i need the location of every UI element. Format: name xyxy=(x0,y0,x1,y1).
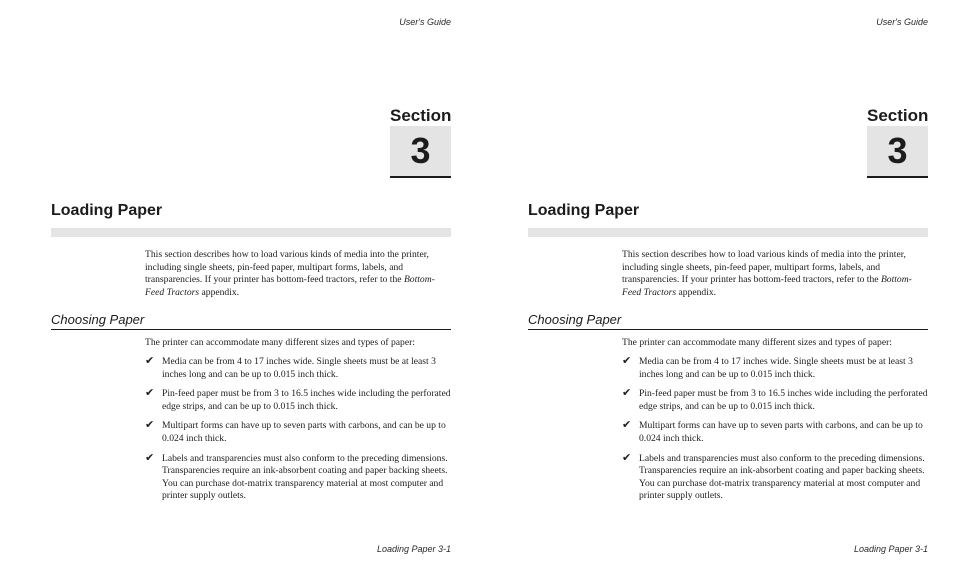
list-item-text: Labels and transparencies must also conform to the preceding dimensions. Transparencies require an ink-absorbent coating and paper backing sheets. You can purchase dot-matrix transparency material at most computer and printer supply outlets. xyxy=(639,452,925,502)
list-item-text: Media can be from 4 to 17 inches wide. Single sheets must be at least 3 inches long and can be up to 0.015 inch thick. xyxy=(639,356,913,380)
checkmark-icon: ✔ xyxy=(622,354,632,367)
title-rule-bar xyxy=(51,228,451,237)
intro-text: This section describes how to load various kinds of media into the printer, including single sheets, pin-feed paper, multipart forms, labels, and transparencies. If your printer has bottom-feed tractors, refer to the xyxy=(622,249,906,286)
intro-text-end: appendix. xyxy=(676,286,717,298)
page-right xyxy=(477,0,954,580)
running-header: User's Guide xyxy=(876,17,928,27)
list-item xyxy=(145,420,451,445)
intro-appendix-reference: Bottom-Feed Tractors xyxy=(622,274,912,298)
list-item-text: Media can be from 4 to 17 inches wide. Single sheets must be at least 3 inches long and can be up to 0.015 inch thick. xyxy=(162,356,436,380)
checkmark-icon: ✔ xyxy=(622,418,632,432)
page-footer: Loading Paper 3-1 xyxy=(853,544,928,554)
list-item xyxy=(145,388,451,413)
list-item xyxy=(622,388,928,413)
title-rule-bar xyxy=(528,228,928,237)
section-label: Section xyxy=(390,106,452,125)
checkmark-icon: ✔ xyxy=(145,354,155,367)
intro-paragraph xyxy=(145,249,440,299)
list-item xyxy=(622,450,928,503)
chapter-title: Loading Paper xyxy=(528,202,640,219)
intro-appendix-reference: Bottom-Feed Tractors xyxy=(145,274,435,298)
list-item-text: Multipart forms can have up to seven parts with carbons, and can be up to 0.024 inch thick. xyxy=(639,420,923,444)
list-item xyxy=(622,420,928,445)
intro-text-end: appendix. xyxy=(199,286,240,298)
section-label: Section xyxy=(867,106,929,125)
section-number: 3 xyxy=(867,126,928,178)
list-item-text: Pin-feed paper must be from 3 to 16.5 inches wide including the perforated edge strips, and can be up to 0.015 inch thick. xyxy=(639,388,928,412)
running-header: User's Guide xyxy=(399,17,451,27)
list-item xyxy=(145,450,451,503)
list-item-text: Pin-feed paper must be from 3 to 16.5 inches wide including the perforated edge strips, and can be up to 0.015 inch thick. xyxy=(162,388,451,412)
lead-sentence: The printer can accommodate many different sizes and types of paper: xyxy=(622,337,892,348)
intro-paragraph xyxy=(622,249,917,299)
section-block xyxy=(390,106,451,178)
subheading: Choosing Paper xyxy=(528,312,928,330)
section-block xyxy=(867,106,928,178)
lead-sentence: The printer can accommodate many different sizes and types of paper: xyxy=(145,337,415,348)
chapter-title: Loading Paper xyxy=(51,202,163,219)
page-footer: Loading Paper 3-1 xyxy=(376,544,451,554)
checkmark-icon: ✔ xyxy=(145,450,155,464)
checkmark-icon: ✔ xyxy=(622,386,632,400)
bullet-list xyxy=(622,356,928,510)
list-item xyxy=(145,356,451,381)
checkmark-icon: ✔ xyxy=(145,418,155,432)
list-item-text: Multipart forms can have up to seven parts with carbons, and can be up to 0.024 inch thick. xyxy=(162,420,446,444)
intro-text: This section describes how to load various kinds of media into the printer, including single sheets, pin-feed paper, multipart forms, labels, and transparencies. If your printer has bottom-feed tractors, refer to the xyxy=(145,249,429,286)
list-item xyxy=(622,356,928,381)
list-item-text: Labels and transparencies must also conform to the preceding dimensions. Transparencies require an ink-absorbent coating and paper backing sheets. You can purchase dot-matrix transparency material at most computer and printer supply outlets. xyxy=(162,452,448,502)
checkmark-icon: ✔ xyxy=(145,386,155,400)
subheading: Choosing Paper xyxy=(51,312,451,330)
section-number: 3 xyxy=(390,126,451,178)
bullet-list xyxy=(145,356,451,510)
checkmark-icon: ✔ xyxy=(622,450,632,464)
